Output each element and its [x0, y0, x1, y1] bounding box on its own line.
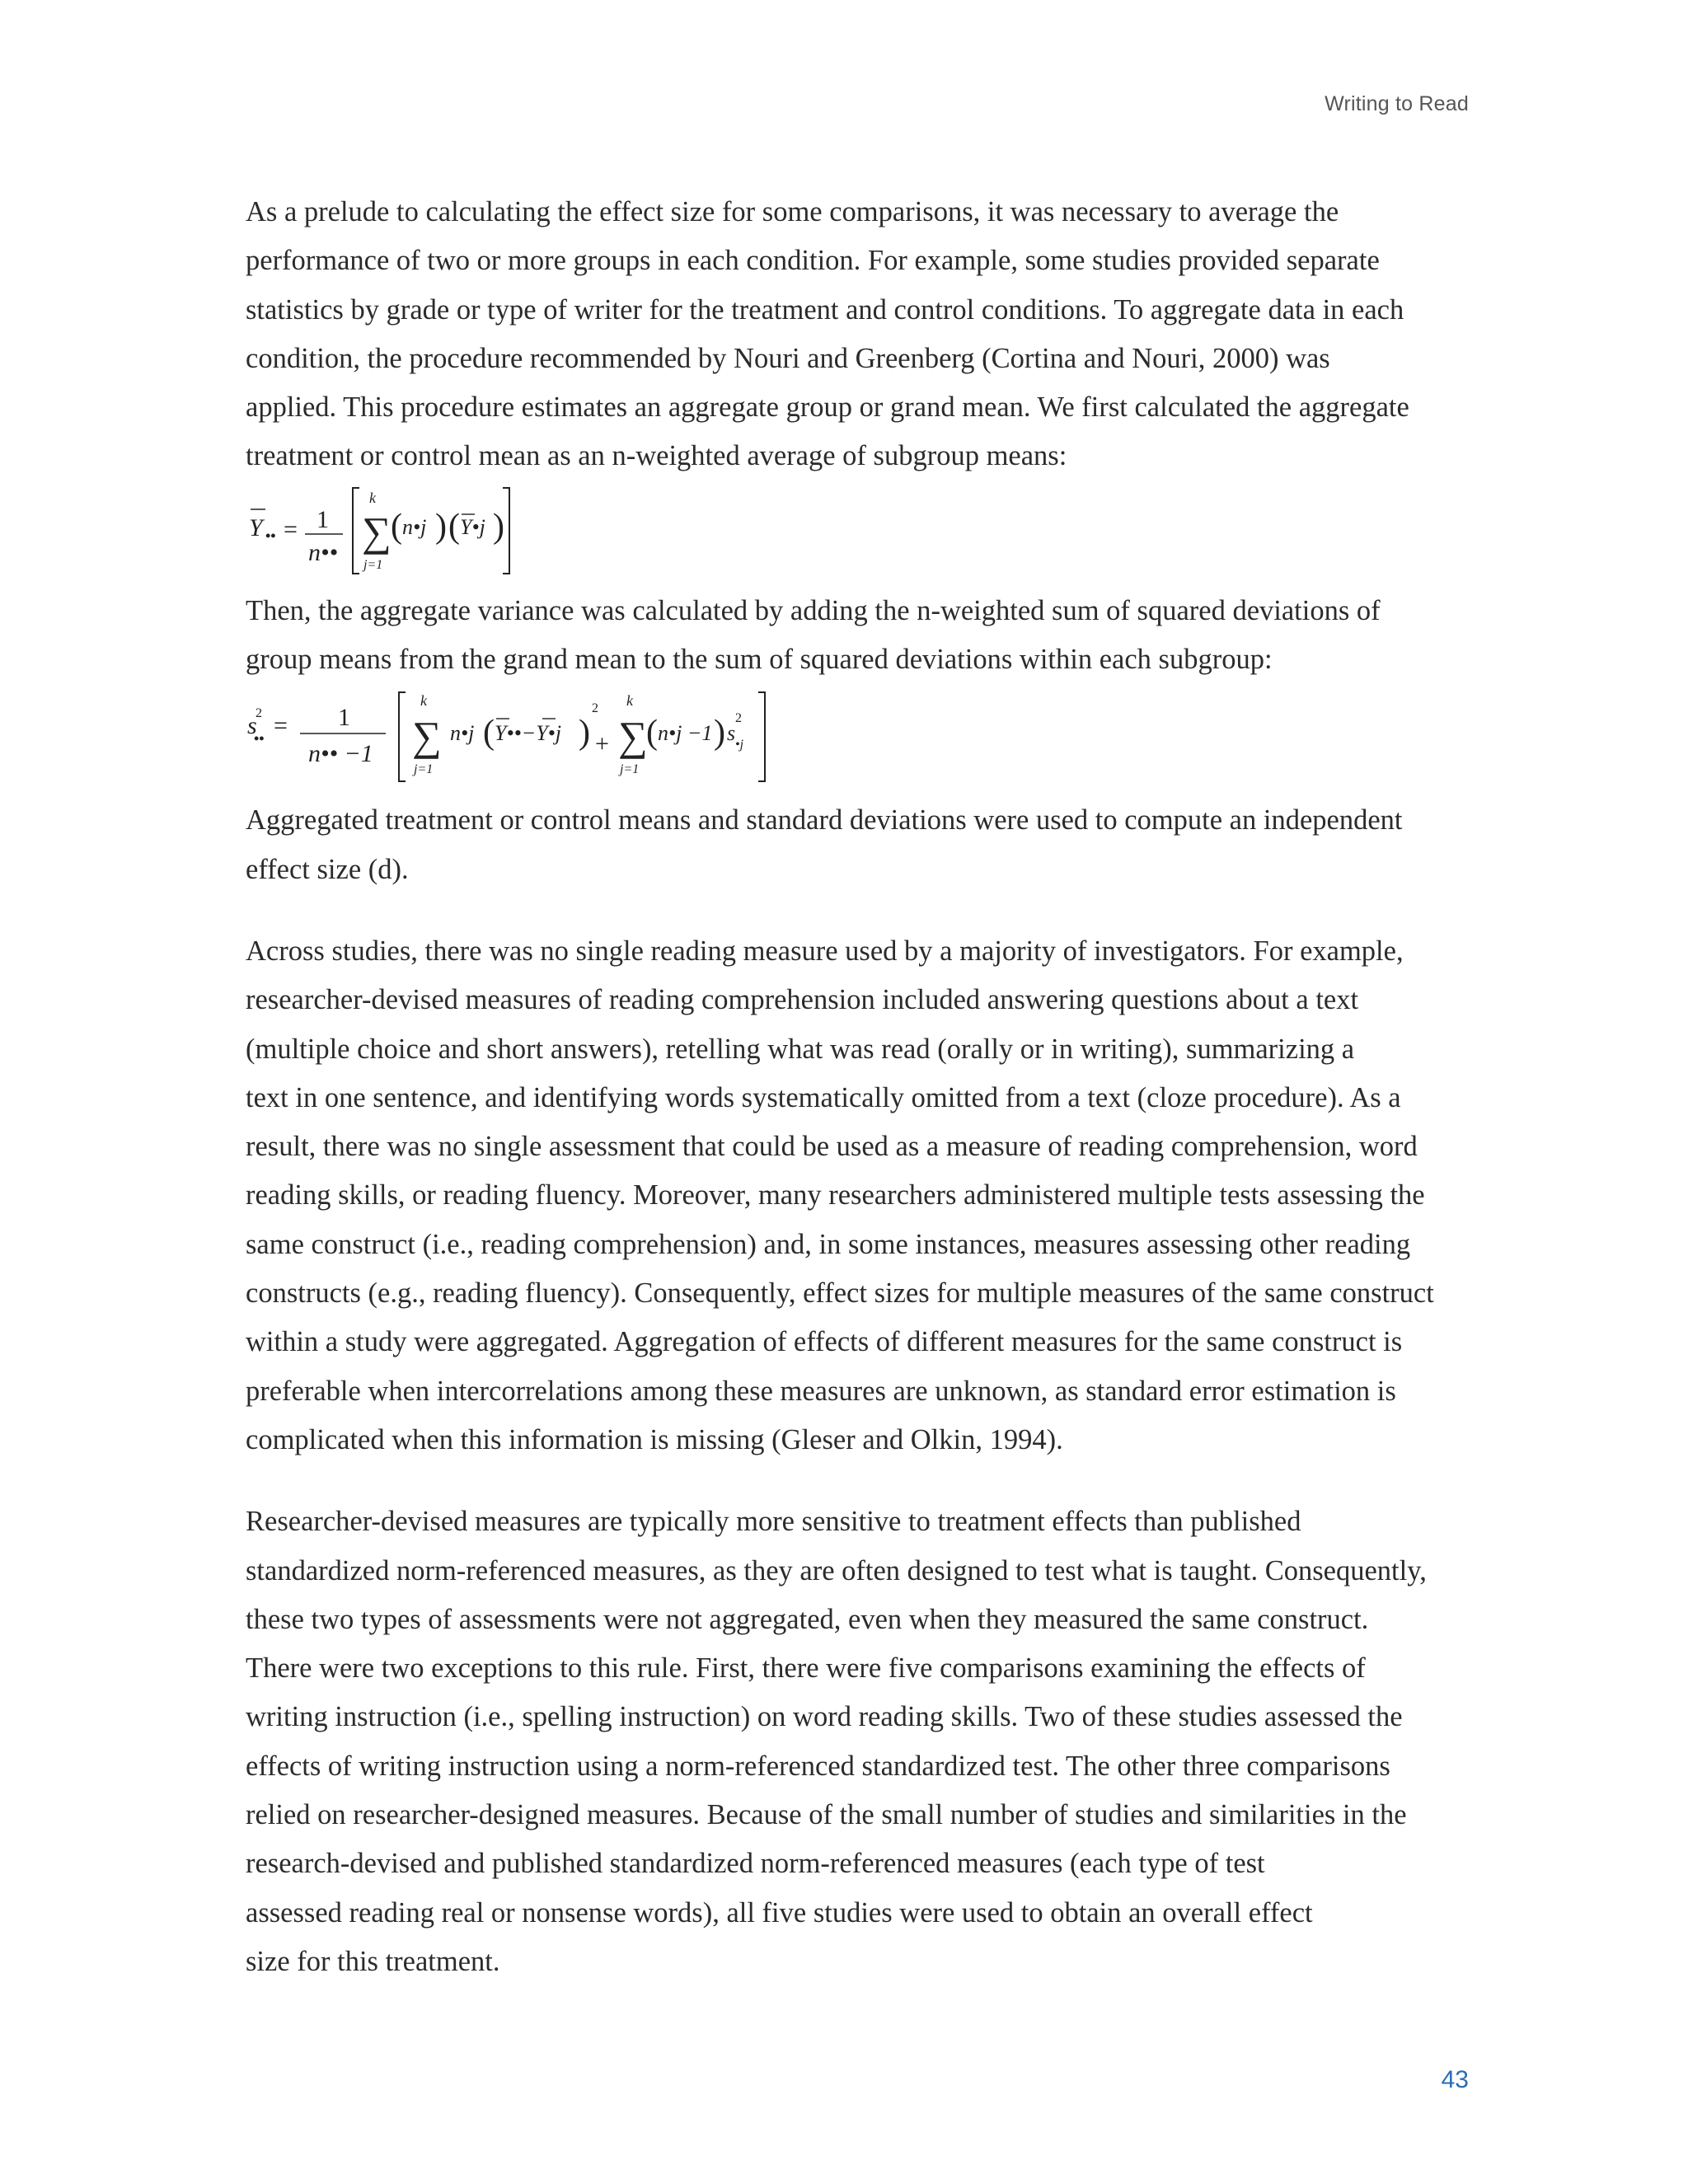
paragraph-reading-measures: Across studies, there was no single reading measure used by a majority of investigators. For example, researcher-devised measures of reading comprehension included answering questions about a text (multiple choice and short answers), retelling what was read (orally or in writing), summarizing a text in one sentence, and identifying words systematically omitted from a text (cloze procedure). As a result, there was no single assessment that could be used as a measure of reading comprehension, word reading skills, or reading fluency. Moreover, many researchers administered multiple tests assessing the same construct (i.e., reading comprehension) and, in some instances, measures assessing other reading constructs (e.g., reading fluency). Consequently, effect sizes for multiple measures of the same construct within a study were aggregated. Aggregation of effects of different measures for the same construct is preferable when intercorrelations among these measures are unknown, as standard error estimation is complicated when this information is missing (Gleser and Olkin, 1994).: [246, 935, 1434, 1455]
formula2-term-n: n•j: [450, 721, 475, 746]
formula2-sum2-upper: k: [626, 692, 633, 710]
formula2-lhs-sup: 2: [256, 706, 262, 721]
formula2-term-s-sup: 2: [735, 711, 742, 726]
formula2-plus: +: [595, 730, 609, 758]
formula2-sigma-2: ∑: [618, 713, 648, 760]
formula2-sum2-lower: j=1: [620, 762, 640, 777]
formula2-term-s-sub: •j: [735, 738, 744, 752]
formula2-paren-close-1: ): [579, 714, 590, 752]
formula2-power: 2: [592, 701, 598, 716]
formula1-equals: =: [284, 515, 298, 543]
formula2-paren-open-2: (: [646, 714, 658, 752]
formula2-term-n-minus: n•j −1: [658, 721, 713, 746]
paragraph-aggregate-variance: Then, the aggregate variance was calculated by adding the n-weighted sum of squared deviations of group means from the grand mean to the sum of squared deviations within each subgroup:: [246, 594, 1381, 676]
formula1-sum-lower: j=1: [363, 557, 383, 572]
formula1-paren-open-2: (: [448, 507, 460, 546]
formula1-term1: n•j: [402, 514, 427, 539]
formula2-paren-close-2: ): [714, 714, 725, 752]
formula2-lhs: s: [247, 712, 257, 740]
formula2-term-s: s: [727, 721, 736, 746]
formula2-numerator: 1: [338, 704, 350, 732]
formula1-paren-close-1: ): [435, 507, 447, 546]
formula-aggregate-mean: [246, 483, 1482, 580]
paragraph-researcher-devised: Researcher-devised measures are typically more sensitive to treatment effects than published standardized norm-referenced measures, as they are often designed to test what is taught. Consequently, these two types of assessments were not aggregated, even when they measured the same construct. There were two exceptions to this rule. First, there were five comparisons examining the effects of writing instruction (i.e., spelling instruction) on word reading skills. Two of these studies assessed the effects of writing instruction using a norm-referenced standardized test. The other three comparisons relied on researcher-designed measures. Because of the small number of studies and similarities in the research-devised and published standardized norm-referenced measures (each type of test assessed reading real or nonsense words), all five studies were used to obtain an overall effect size for this treatment.: [246, 1506, 1427, 1977]
formula2-sum1-upper: k: [420, 692, 427, 710]
formula2-term-diff: Y••−Y•j: [495, 721, 561, 746]
formula1-paren-close-2: ): [493, 507, 504, 546]
running-header: Writing to Read: [1325, 92, 1469, 115]
formula2-sigma-1: ∑: [412, 713, 442, 760]
paragraph-aggregated-means: Aggregated treatment or control means and standard deviations were used to compute an independent effect size (d).: [246, 804, 1403, 885]
formula1-lhs: Y: [249, 513, 263, 541]
formula1-term2: Y•j: [460, 514, 485, 539]
formula2-denominator: n•• −1: [308, 740, 373, 768]
formula1-paren-open-1: (: [391, 507, 402, 546]
formula2-paren-open-1: (: [483, 714, 495, 752]
formula2-lhs-sub: ••: [254, 730, 265, 748]
formula2-equals: =: [274, 712, 288, 740]
document-body: [246, 188, 1482, 1986]
paragraph-aggregation-intro: As a prelude to calculating the effect size for some comparisons, it was necessary to average the performance of two or more groups in each condition. For example, some studies provided separate statistics by grade or type of writer for the treatment and control conditions. To aggregate data in each condition, the procedure recommended by Nouri and Greenberg (Cortina and Nouri, 2000) was applied. This procedure estimates an aggregate group or grand mean. We first calculated the aggregate treatment or control mean as an n-weighted average of subgroup means:: [246, 196, 1409, 472]
formula2-sum1-lower: j=1: [414, 762, 434, 777]
formula1-sum-upper: k: [369, 489, 376, 506]
formula1-denominator: n••: [308, 538, 339, 566]
formula1-numerator: 1: [316, 505, 329, 533]
formula1-sigma: ∑: [362, 508, 392, 555]
page-number: 43: [1441, 2066, 1469, 2093]
formula-aggregate-variance: [246, 686, 1482, 786]
formula1-lhs-dots: ••: [265, 527, 276, 544]
